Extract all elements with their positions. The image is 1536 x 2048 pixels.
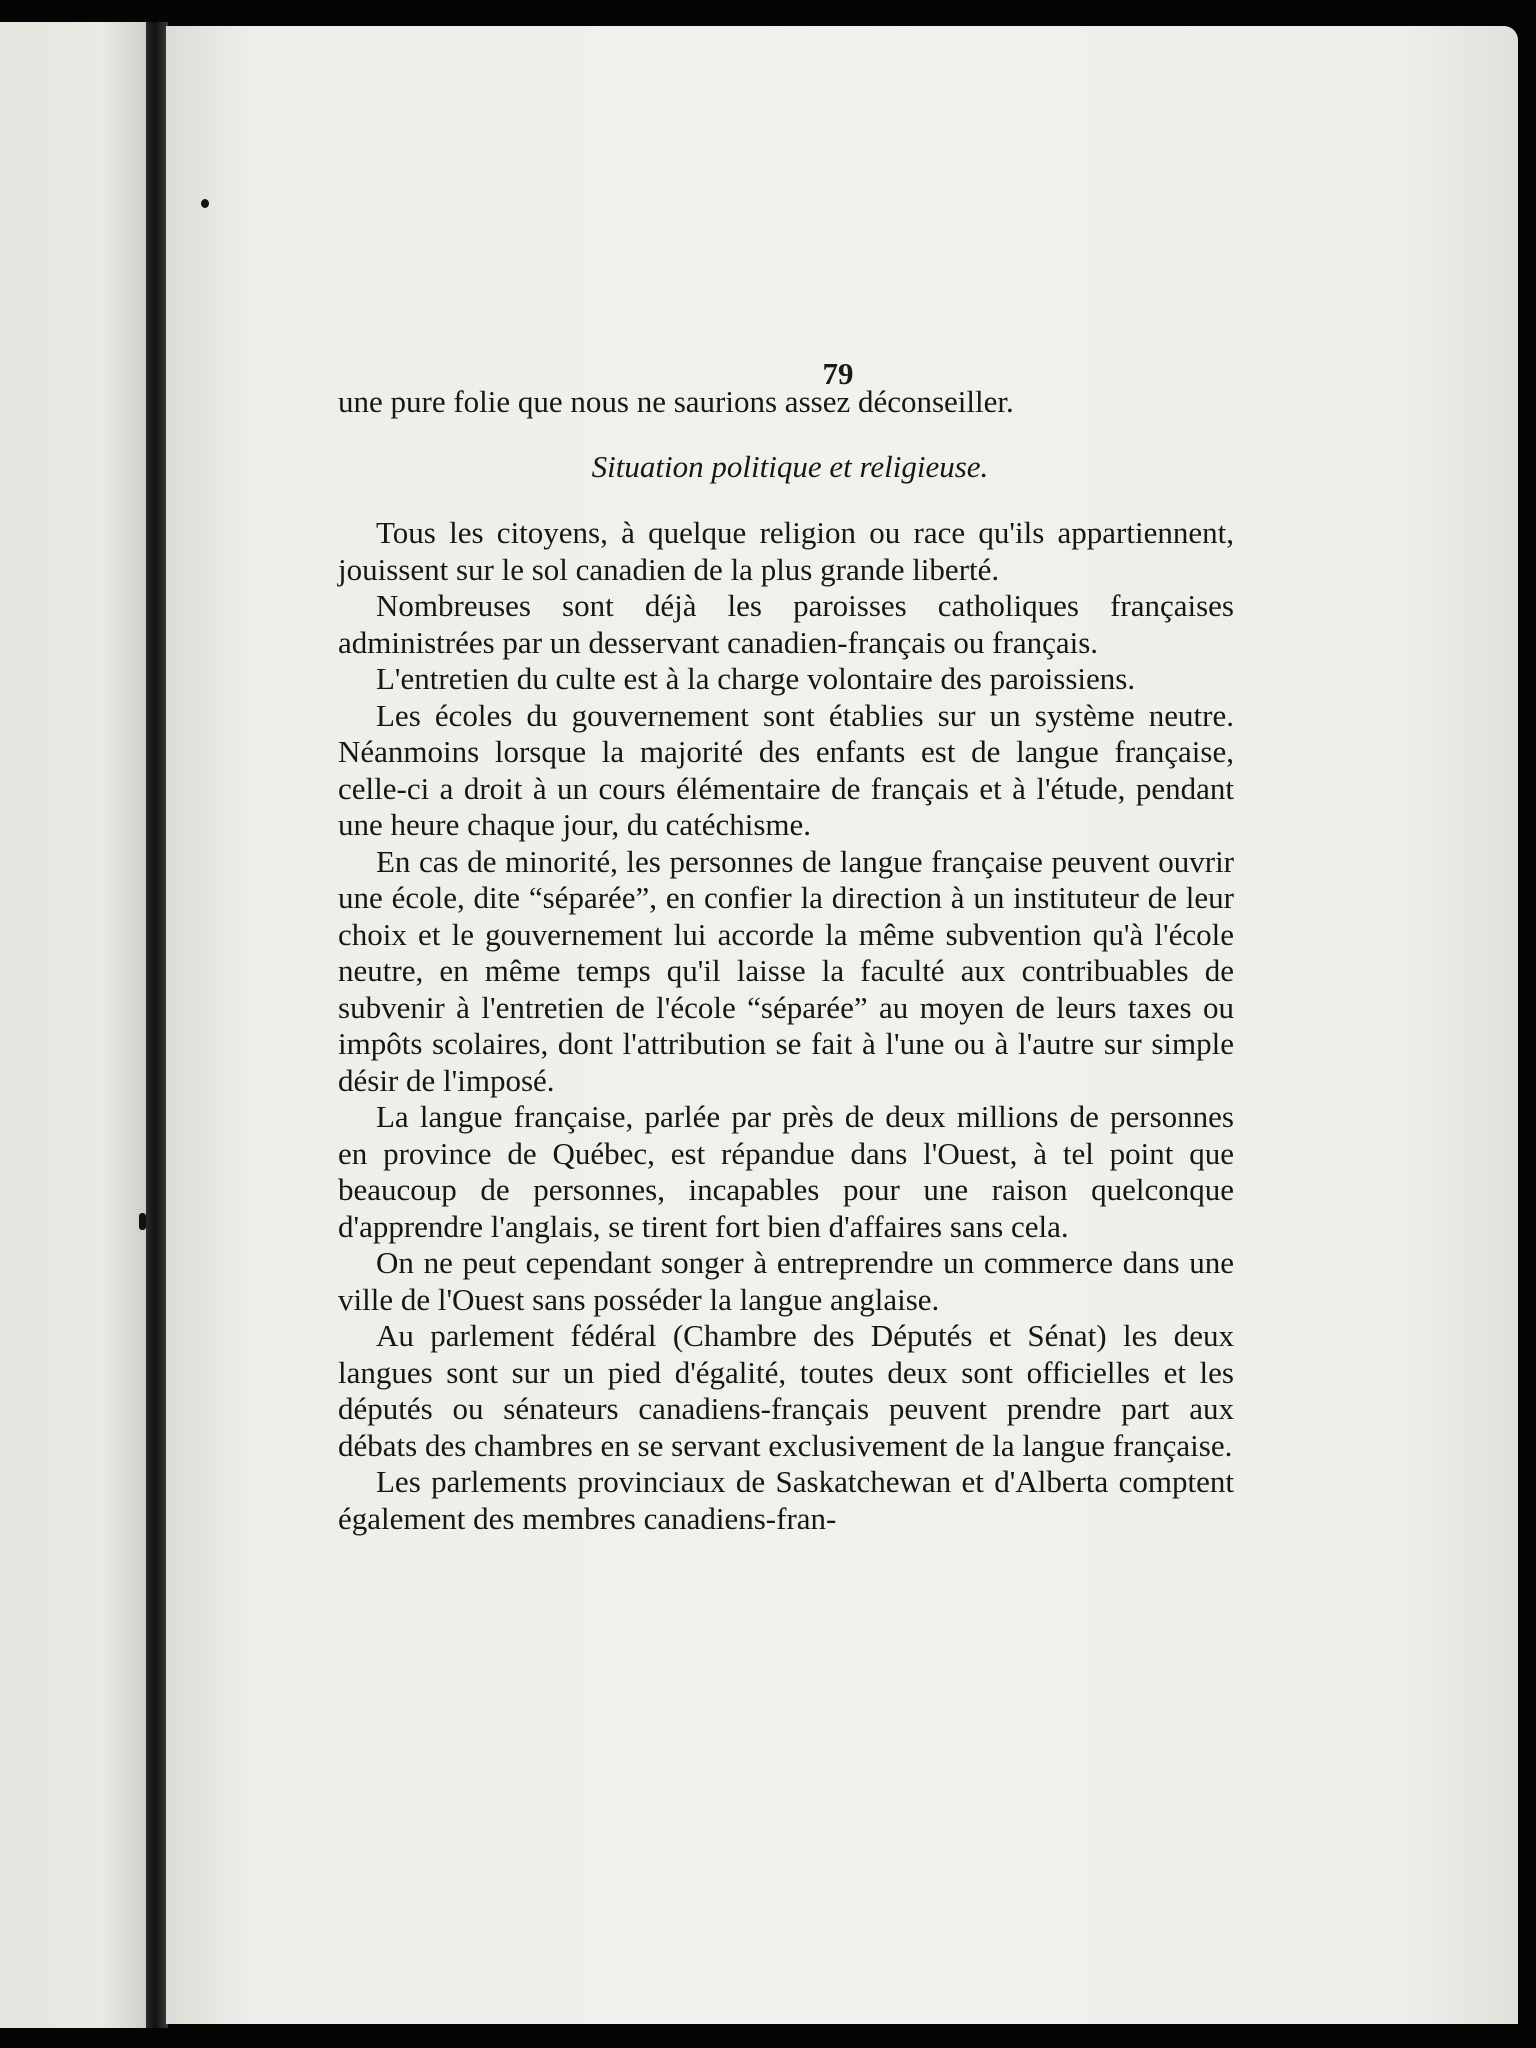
book-page bbox=[166, 26, 1518, 2024]
paragraph: Nombreuses sont déjà les paroisses catholiques françaises administrées par un desservant canadien-français ou français. bbox=[338, 588, 1234, 660]
paragraph: Tous les citoyens, à quelque religion ou race qu'ils appartiennent, jouissent sur le sol canadien de la plus grande liberté. bbox=[338, 515, 1234, 587]
paragraph: On ne peut cependant songer à entreprendre un commerce dans une ville de l'Ouest sans posséder la langue anglaise. bbox=[338, 1245, 1234, 1317]
paragraph: L'entretien du culte est à la charge volontaire des paroissiens. bbox=[376, 661, 1136, 696]
section-heading: Situation politique et religieuse. bbox=[591, 448, 989, 484]
paragraph: La langue française, parlée par près de deux millions de personnes en province de Québec, est répandue dans l'Ouest, à tel point que beaucoup de personnes, incapables pour une raison quelconque d'apprendre l'anglais, se tirent fort bien d'affaires sans cela. bbox=[338, 1099, 1234, 1244]
paragraph: Les parlements provinciaux de Saskatchewan et d'Alberta comptent également des membres canadiens-fran- bbox=[338, 1464, 1234, 1536]
paragraph: Au parlement fédéral (Chambre des Députés et Sénat) les deux langues sont sur un pied d'égalité, toutes deux sont officielles et les députés ou sénateurs canadiens-français peuvent prendre part aux débats des chambres en se servant exclusivement de la langue française. bbox=[338, 1318, 1234, 1463]
margin-dot-mark bbox=[201, 199, 209, 208]
paragraph: Les écoles du gouvernement sont établies sur un système neutre. Néanmoins lorsque la majorité des enfants est de langue française, celle-ci a droit à un cours élémentaire de français et à l'étude, pendant une heure chaque jour, du catéchisme. bbox=[338, 697, 1234, 842]
continued-line: une pure folie que nous ne saurions assez déconseiller. bbox=[338, 384, 1014, 419]
paragraph: En cas de minorité, les personnes de langue française peuvent ouvrir une école, dite “séparée”, en confier la direction à un instituteur de leur choix et le gouvernement lui accorde la même subvention qu'à l'école neutre, en même temps qu'il laisse la faculté aux contribuables de subvenir à l'entretien de l'école “séparée” au moyen de leurs taxes ou impôts scolaires, dont l'attribution se fait à l'une ou à l'autre sur simple désir de l'imposé. bbox=[338, 843, 1234, 1098]
margin-tick-mark bbox=[139, 1213, 146, 1230]
page-number: 79 bbox=[822, 356, 854, 391]
page-text bbox=[338, 384, 1234, 1537]
previous-page-edge bbox=[0, 22, 148, 2028]
book-gutter bbox=[146, 22, 168, 2028]
